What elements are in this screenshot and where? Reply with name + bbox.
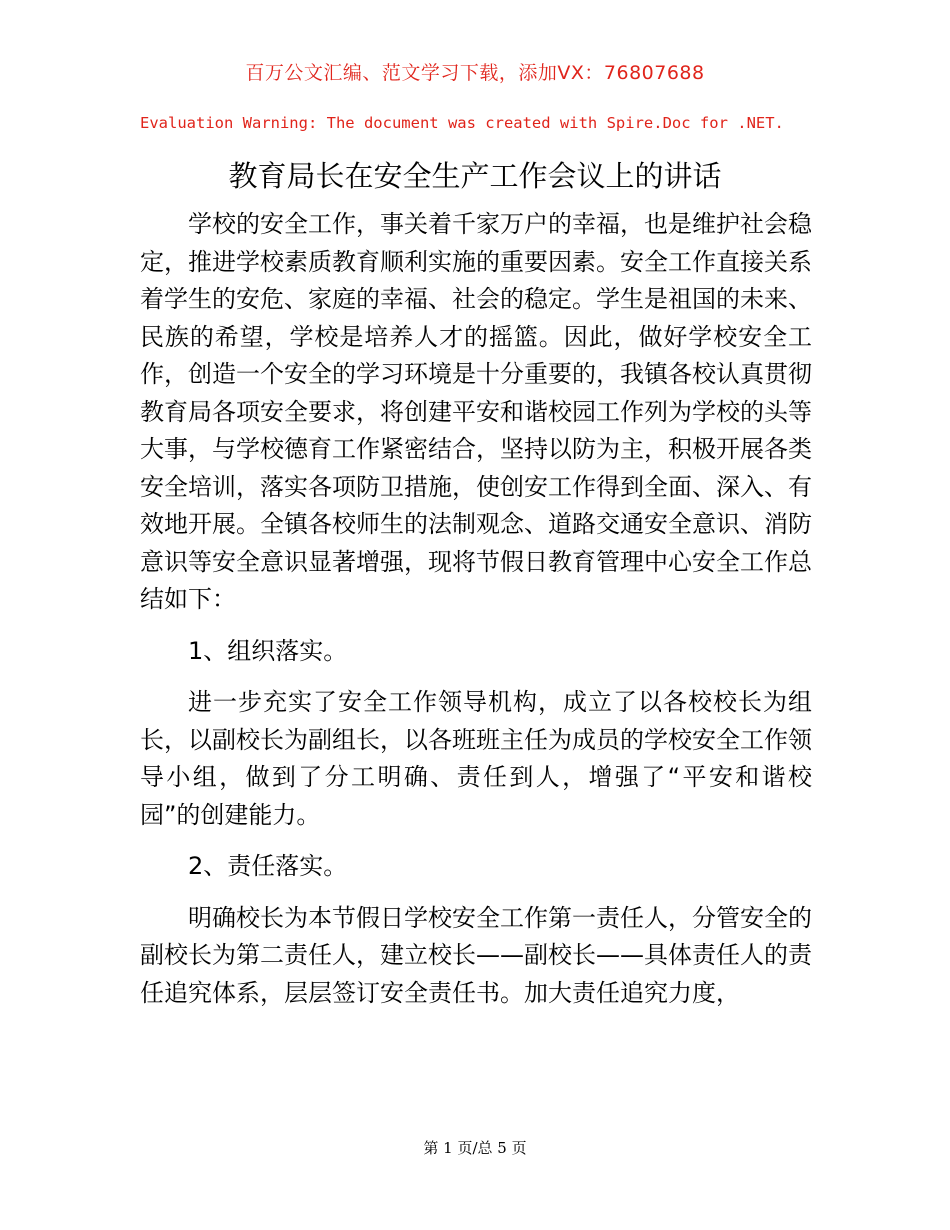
evaluation-warning: Evaluation Warning: The document was created with Spire.Doc for .NET.	[140, 114, 784, 132]
promo-header: 百万公文汇编、范文学习下载，添加VX：76807688	[245, 62, 705, 84]
document-body	[140, 206, 812, 1012]
section-heading-organization: 1、组织落实。	[188, 636, 348, 665]
section-heading-responsibility: 2、责任落实。	[188, 852, 348, 880]
paragraph-intro: 学校的安全工作，事关着千家万户的幸福，也是维护社会稳定，推进学校素质教育顺利实施的重要因素。安全工作直接关系着学生的安危、家庭的幸福、社会的稳定。学生是祖国的未来、民族的希望，学校是培养人才的摇篮。因此，做好学校安全工作，创造一个安全的学习环境是十分重要的，我镇各校认真贯彻教育局各项安全要求，将创建平安和谐校园工作列为学校的头等大事，与学校德育工作紧密结合，坚持以防为主，积极开展各类安全培训，落实各项防卫措施，使创安工作得到全面、深入、有效地开展。全镇各校师生的法制观念、道路交通安全意识、消防意识等安全意识显著增强，现将节假日教育管理中心安全工作总结如下：	[140, 210, 812, 613]
paragraph-organization: 进一步充实了安全工作领导机构，成立了以各校校长为组长，以副校长为副组长，以各班班主任为成员的学校安全工作领导小组，做到了分工明确、责任到人，增强了“平安和谐校园”的创建能力。	[140, 688, 812, 829]
document-title: 教育局长在安全生产工作会议上的讲话	[228, 159, 722, 193]
page-number: 第 1 页/总 5 页	[423, 1139, 527, 1157]
paragraph-responsibility: 明确校长为本节假日学校安全工作第一责任人，分管安全的副校长为第二责任人，建立校长——副校长——具体责任人的责任追究体系，层层签订安全责任书。加大责任追究力度，	[140, 903, 812, 1007]
